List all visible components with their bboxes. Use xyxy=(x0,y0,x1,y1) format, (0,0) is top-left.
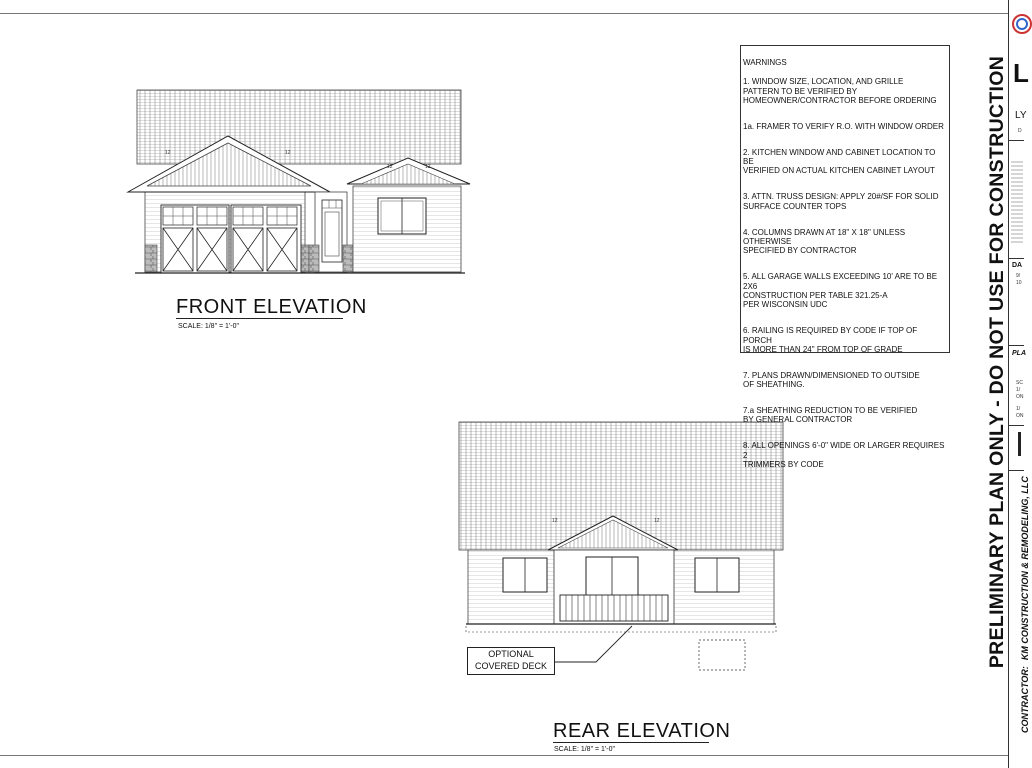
contractor-label: CONTRACTOR: xyxy=(1020,666,1030,733)
warnings-header: WARNINGS xyxy=(743,58,787,68)
warning-note-3: 3. ATTN. TRUSS DESIGN: APPLY 20#/SF FOR SOLID SURFACE COUNTER TOPS xyxy=(743,192,939,211)
contractor-name: KM CONSTRUCTION & REMODELING, LLC xyxy=(1020,476,1030,661)
rear-scale: SCALE: 1/8" = 1'-0" xyxy=(554,746,615,753)
rear-title-underline xyxy=(553,742,709,743)
svg-text:12: 12 xyxy=(654,518,660,524)
warning-note-1: 1. WINDOW SIZE, LOCATION, AND GRILLE PATTERN TO BE VERIFIED BY HOMEOWNER/CONTRACTOR BEFORE ORDERING xyxy=(743,77,937,106)
titleblock-date-label: DA xyxy=(1012,262,1023,269)
warning-note-1a: 1a. FRAMER TO VERIFY R.O. WITH WINDOW ORDER xyxy=(743,121,944,131)
svg-text:12: 12 xyxy=(387,164,393,170)
titleblock-logo-icon xyxy=(1011,14,1024,38)
titleblock-scale-2: ON xyxy=(1016,394,1024,400)
titleblock-fine-print xyxy=(1011,160,1024,248)
front-elevation-drawing xyxy=(125,88,470,278)
svg-text:12: 12 xyxy=(285,150,291,156)
titleblock-logo-text: LY xyxy=(1015,110,1027,121)
front-scale: SCALE: 1/8" = 1'-0" xyxy=(178,323,239,330)
front-elevation-title: FRONT ELEVATION xyxy=(176,296,367,318)
sheet-border-top xyxy=(0,13,1008,14)
titleblock-divider-3 xyxy=(1008,345,1024,346)
titleblock-plan-label: PLA xyxy=(1012,350,1026,357)
warnings-notes-box xyxy=(740,45,950,470)
front-title-underline xyxy=(176,318,343,319)
warning-note-8: 8. ALL OPENINGS 6'-0" WIDE OR LARGER REQUIRES 2 TRIMMERS BY CODE xyxy=(743,441,945,470)
sheet-border-bottom xyxy=(0,755,1008,756)
titleblock-contractor xyxy=(1018,476,1032,733)
titleblock-scale-3: 1/ xyxy=(1016,406,1021,412)
rear-elevation-drawing xyxy=(456,420,788,640)
rear-elevation-title: REAR ELEVATION xyxy=(553,720,731,742)
warning-note-2: 2. KITCHEN WINDOW AND CABINET LOCATION TO BE VERIFIED ON ACTUAL KITCHEN CABINET LAYOUT xyxy=(743,147,936,176)
titleblock-divider-1 xyxy=(1008,140,1024,141)
titleblock-border-left xyxy=(1008,0,1009,768)
titleblock-date-val1: 9/ xyxy=(1016,273,1021,279)
titleblock-scale-1: 1/ xyxy=(1016,387,1021,393)
svg-text:12: 12 xyxy=(425,164,431,170)
deck-label-line2: COVERED DECK xyxy=(474,661,547,671)
titleblock-divider-2 xyxy=(1008,258,1024,259)
titleblock-divider-4 xyxy=(1008,425,1024,426)
titleblock-sheet-mark xyxy=(1018,432,1021,456)
preliminary-banner: PRELIMINARY PLAN ONLY - DO NOT USE FOR CONSTRUCTION xyxy=(985,55,1008,669)
titleblock-logo-letter: L xyxy=(1013,58,1029,88)
deck-label-line1: OPTIONAL xyxy=(488,649,534,659)
titleblock-divider-5 xyxy=(1008,470,1024,471)
svg-text:12: 12 xyxy=(165,150,171,156)
titleblock-scale-label: SC xyxy=(1016,380,1023,386)
warning-note-4: 4. COLUMNS DRAWN AT 18" X 18" UNLESS OTHERWISE SPECIFIED BY CONTRACTOR xyxy=(743,227,906,256)
svg-text:12: 12 xyxy=(552,518,558,524)
titleblock-misc: D xyxy=(1018,128,1022,134)
warning-note-7a: 7.a SHEATHING REDUCTION TO BE VERIFIED BY GENERAL CONTRACTOR xyxy=(743,406,918,425)
warning-note-6: 6. RAILING IS REQUIRED BY CODE IF TOP OF PORCH IS MORE THAN 24" FROM TOP OF GRADE xyxy=(743,326,918,354)
titleblock-scale-4: ON xyxy=(1016,413,1024,419)
titleblock-date-val2: 10 xyxy=(1016,280,1022,286)
optional-deck-label xyxy=(467,647,555,675)
warning-note-5: 5. ALL GARAGE WALLS EXCEEDING 10' ARE TO BE 2X6 CONSTRUCTION PER TABLE 321.25-A PER WISCONSIN UDC xyxy=(743,272,938,310)
warning-note-7: 7. PLANS DRAWN/DIMENSIONED TO OUTSIDE OF SHEATHING. xyxy=(743,370,920,390)
